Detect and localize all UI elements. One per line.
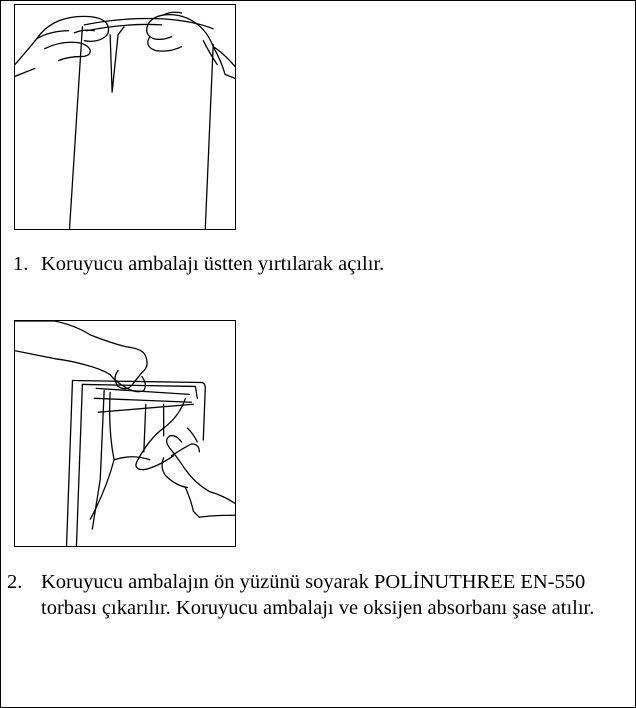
step-2 <box>7 569 627 621</box>
step-1 <box>13 251 384 277</box>
step-number: 1. <box>13 253 29 275</box>
hands-tearing-package-top-icon <box>14 4 236 230</box>
step-text: Koruyucu ambalajın ön yüzünü soyarak POLİNUTHREE EN-550 torbası çıkarılır. Koruyucu ambalajı ve oksijen absorbanı şase atılır. <box>41 571 595 619</box>
step-text: Koruyucu ambalajı üstten yırtılarak açılır. <box>41 253 385 275</box>
step-number: 2. <box>7 571 23 593</box>
hands-peeling-package-front-icon <box>14 320 236 547</box>
